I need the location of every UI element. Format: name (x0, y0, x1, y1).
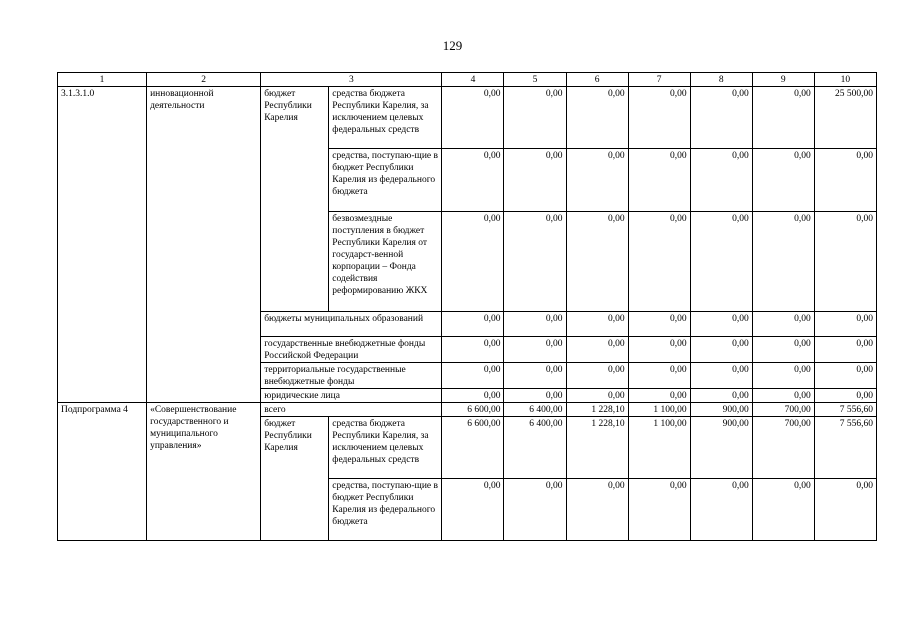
header-cell: 2 (147, 73, 261, 87)
value-cell: 0,00 (442, 363, 504, 389)
value-cell: 0,00 (690, 363, 752, 389)
header-cell: 9 (752, 73, 814, 87)
header-cell: 5 (504, 73, 566, 87)
value-cell: 0,00 (814, 337, 876, 363)
value-cell: 0,00 (442, 149, 504, 212)
funding-source-cell: средства, поступаю-щие в бюджет Республики Карелия из федерального бюджета (329, 149, 442, 212)
value-cell: 7 556,60 (814, 417, 876, 479)
value-cell: 0,00 (504, 363, 566, 389)
value-cell: 6 400,00 (504, 417, 566, 479)
funding-source-cell: юридические лица (261, 389, 442, 403)
value-cell: 700,00 (752, 417, 814, 479)
value-cell: 0,00 (690, 337, 752, 363)
header-row (58, 73, 877, 87)
value-cell: 1 100,00 (628, 403, 690, 417)
header-cell: 10 (814, 73, 876, 87)
value-cell: 0,00 (690, 479, 752, 541)
value-cell: 7 556,60 (814, 403, 876, 417)
value-cell: 0,00 (504, 212, 566, 312)
header-cell: 1 (58, 73, 147, 87)
value-cell: 0,00 (566, 389, 628, 403)
budget-table (57, 72, 877, 541)
funding-source-cell: государственные внебюджетные фонды Российской Федерации (261, 337, 442, 363)
value-cell: 0,00 (566, 363, 628, 389)
value-cell: 700,00 (752, 403, 814, 417)
value-cell: 0,00 (504, 389, 566, 403)
header-cell: 8 (690, 73, 752, 87)
funding-source-cell: бюджеты муниципальных образований (261, 312, 442, 337)
value-cell: 6 600,00 (442, 403, 504, 417)
value-cell: 0,00 (752, 479, 814, 541)
table-row (58, 403, 877, 417)
value-cell: 0,00 (442, 389, 504, 403)
value-cell: 0,00 (628, 87, 690, 149)
value-cell: 0,00 (628, 337, 690, 363)
value-cell: 0,00 (628, 389, 690, 403)
budget-level-cell: бюджет Республики Карелия (261, 417, 329, 541)
value-cell: 0,00 (814, 149, 876, 212)
program-name-cell: инновационной деятельности (147, 87, 261, 403)
value-cell: 0,00 (814, 363, 876, 389)
value-cell: 0,00 (690, 87, 752, 149)
value-cell: 0,00 (628, 363, 690, 389)
value-cell: 1 228,10 (566, 417, 628, 479)
value-cell: 25 500,00 (814, 87, 876, 149)
value-cell: 0,00 (814, 312, 876, 337)
value-cell: 0,00 (504, 87, 566, 149)
value-cell: 0,00 (442, 479, 504, 541)
funding-source-cell: безвозмездные поступления в бюджет Республики Карелия от государст-венной корпорации – Фонда содействия реформированию ЖКХ (329, 212, 442, 312)
value-cell: 1 228,10 (566, 403, 628, 417)
value-cell: 0,00 (628, 212, 690, 312)
funding-source-cell: всего (261, 403, 442, 417)
funding-source-cell: территориальные государственные внебюджетные фонды (261, 363, 442, 389)
table-row (58, 87, 877, 149)
funding-source-cell: средства бюджета Республики Карелия, за исключением целевых федеральных средств (329, 417, 442, 479)
value-cell: 0,00 (752, 363, 814, 389)
value-cell: 0,00 (566, 337, 628, 363)
value-cell: 0,00 (752, 389, 814, 403)
value-cell: 6 600,00 (442, 417, 504, 479)
value-cell: 0,00 (504, 479, 566, 541)
value-cell: 0,00 (504, 312, 566, 337)
value-cell: 0,00 (690, 312, 752, 337)
program-name-cell: «Совершенствование государственного и муниципального управления» (147, 403, 261, 541)
value-cell: 0,00 (752, 87, 814, 149)
program-code-cell: 3.1.3.1.0 (58, 87, 147, 403)
value-cell: 0,00 (628, 149, 690, 212)
header-cell: 7 (628, 73, 690, 87)
value-cell: 0,00 (566, 212, 628, 312)
value-cell: 900,00 (690, 417, 752, 479)
header-cell: 6 (566, 73, 628, 87)
value-cell: 1 100,00 (628, 417, 690, 479)
value-cell: 0,00 (442, 87, 504, 149)
funding-source-cell: средства бюджета Республики Карелия, за исключением целевых федеральных средств (329, 87, 442, 149)
value-cell: 0,00 (566, 149, 628, 212)
value-cell: 0,00 (814, 212, 876, 312)
header-cell: 4 (442, 73, 504, 87)
value-cell: 0,00 (752, 212, 814, 312)
value-cell: 0,00 (752, 337, 814, 363)
value-cell: 0,00 (814, 479, 876, 541)
value-cell: 0,00 (566, 312, 628, 337)
value-cell: 0,00 (504, 337, 566, 363)
value-cell: 0,00 (690, 389, 752, 403)
value-cell: 0,00 (690, 149, 752, 212)
header-cell: 3 (261, 73, 442, 87)
value-cell: 6 400,00 (504, 403, 566, 417)
value-cell: 0,00 (752, 149, 814, 212)
value-cell: 900,00 (690, 403, 752, 417)
funding-source-cell: средства, поступаю-щие в бюджет Республики Карелия из федерального бюджета (329, 479, 442, 541)
value-cell: 0,00 (442, 212, 504, 312)
value-cell: 0,00 (442, 337, 504, 363)
budget-level-cell: бюджет Республики Карелия (261, 87, 329, 312)
program-code-cell: Подпрограмма 4 (58, 403, 147, 541)
value-cell: 0,00 (690, 212, 752, 312)
page-number: 129 (442, 38, 463, 53)
value-cell: 0,00 (566, 479, 628, 541)
value-cell: 0,00 (628, 479, 690, 541)
value-cell: 0,00 (566, 87, 628, 149)
value-cell: 0,00 (814, 389, 876, 403)
value-cell: 0,00 (752, 312, 814, 337)
value-cell: 0,00 (628, 312, 690, 337)
value-cell: 0,00 (442, 312, 504, 337)
value-cell: 0,00 (504, 149, 566, 212)
